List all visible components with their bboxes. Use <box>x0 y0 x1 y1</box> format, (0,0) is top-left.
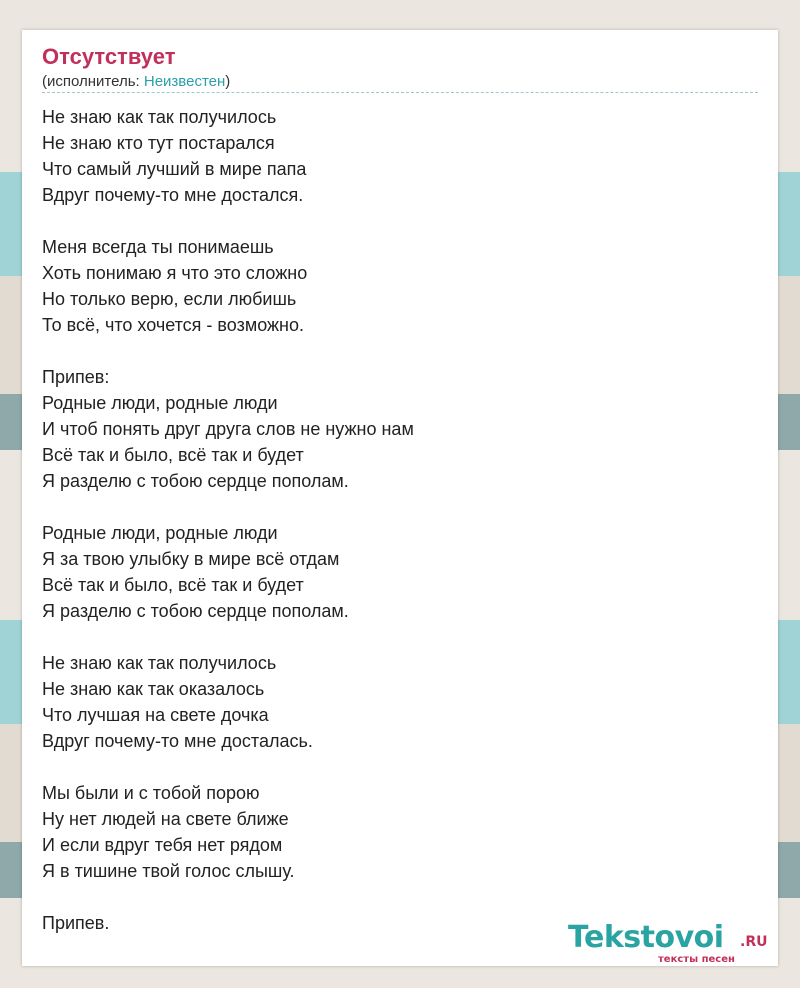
artist-suffix: ) <box>225 73 231 90</box>
lyric-line: Но только верю, если любишь <box>42 289 297 309</box>
verse <box>42 234 758 338</box>
lyric-line: Родные люди, родные люди <box>42 393 278 413</box>
lyric-line: Меня всегда ты понимаешь <box>42 237 274 257</box>
header-divider <box>42 92 758 93</box>
lyric-line: Всё так и было, всё так и будет <box>42 445 304 465</box>
verse <box>42 650 758 754</box>
site-logo[interactable] <box>568 920 778 966</box>
lyric-line: Что самый лучший в мире папа <box>42 159 307 179</box>
lyric-line: Не знаю кто тут постарался <box>42 133 275 153</box>
lyric-line: Я разделю с тобою сердце пополам. <box>42 471 349 491</box>
song-header <box>42 44 758 92</box>
lyric-line: Я разделю с тобою сердце пополам. <box>42 601 349 621</box>
lyrics-text <box>42 104 758 962</box>
lyric-line: Не знаю как так получилось <box>42 653 277 673</box>
lyric-line: Хоть понимаю я что это сложно <box>42 263 308 283</box>
lyric-line: И чтоб понять друг друга слов не нужно нам <box>42 419 414 439</box>
verse <box>42 780 758 884</box>
lyric-line: Не знаю как так оказалось <box>42 679 265 699</box>
lyrics-page <box>22 30 778 966</box>
artist-prefix: (исполнитель: <box>42 73 144 90</box>
lyric-line: Не знаю как так получилось <box>42 107 277 127</box>
lyric-line: Вдруг почему-то мне досталась. <box>42 731 313 751</box>
chorus <box>42 364 758 494</box>
lyric-line: Я в тишине твой голос слышу. <box>42 861 295 881</box>
lyric-line: То всё, что хочется - возможно. <box>42 315 304 335</box>
lyric-line: Родные люди, родные люди <box>42 523 278 543</box>
verse <box>42 104 758 208</box>
logo-tagline: тексты песен <box>658 954 735 965</box>
chorus-continued <box>42 520 758 624</box>
logo-name: Tekstovoi <box>568 920 724 955</box>
logo-tld: .RU <box>740 934 768 950</box>
artist-line <box>42 72 758 92</box>
lyric-line: Припев: <box>42 367 110 387</box>
lyric-line: И если вдруг тебя нет рядом <box>42 835 283 855</box>
song-title: Отсутствует <box>42 44 176 69</box>
lyric-line: Вдруг почему-то мне достался. <box>42 185 304 205</box>
lyric-line: Что лучшая на свете дочка <box>42 705 269 725</box>
lyric-line: Припев. <box>42 913 110 933</box>
lyric-line: Всё так и было, всё так и будет <box>42 575 304 595</box>
lyric-line: Мы были и с тобой порою <box>42 783 260 803</box>
lyric-line: Я за твою улыбку в мире всё отдам <box>42 549 340 569</box>
lyric-line: Ну нет людей на свете ближе <box>42 809 289 829</box>
artist-link[interactable]: Неизвестен <box>143 73 226 90</box>
